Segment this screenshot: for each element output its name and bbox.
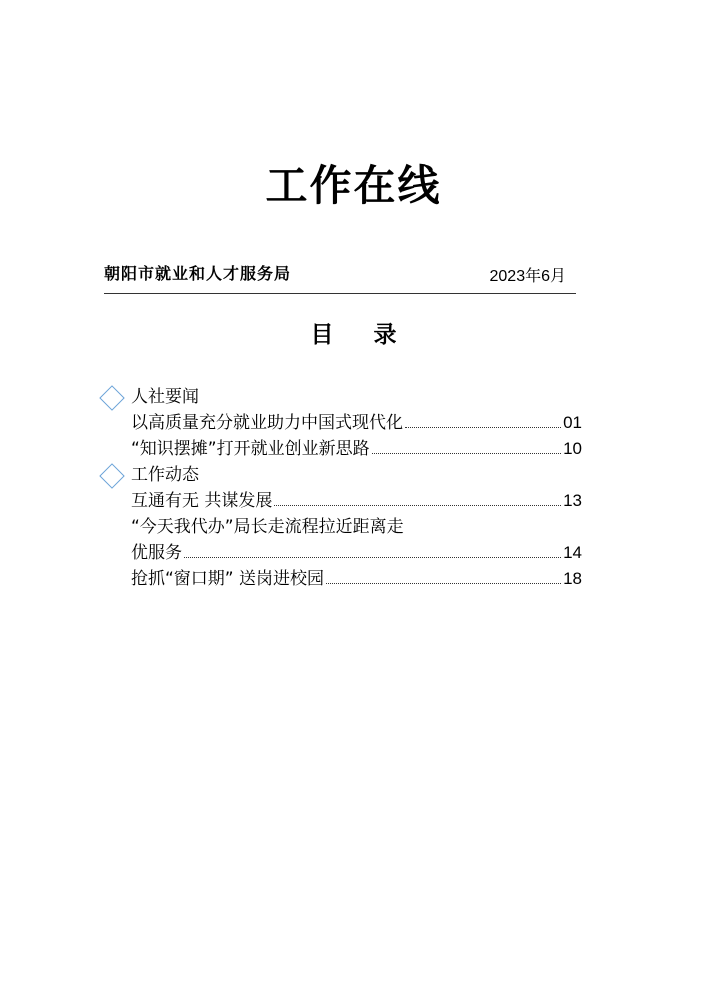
toc-entry[interactable] [131, 412, 582, 434]
toc-entry-title-line2: 优服务 [131, 543, 182, 563]
dot-leader [326, 583, 561, 584]
toc-entry[interactable] [131, 568, 582, 590]
dot-leader [405, 427, 561, 428]
toc-entry-title: 以高质量充分就业助力中国式现代化 [131, 413, 403, 433]
toc-entry-page: 18 [563, 569, 582, 588]
toc-entry-title-line1[interactable]: “今天我代办”局长走流程拉近距离走 [131, 517, 404, 537]
toc-entry-title: “知识摆摊”打开就业创业新思路 [131, 439, 370, 459]
toc-entry-page: 10 [563, 439, 582, 458]
toc-heading: 目 录 [310, 322, 413, 348]
toc-entry-title: 互通有无 共谋发展 [131, 491, 273, 511]
issue-date: 2023年6月 [489, 268, 566, 285]
dot-leader [274, 505, 561, 506]
document-title: 工作在线 [265, 161, 442, 210]
header-divider [104, 293, 576, 294]
toc-entry[interactable] [131, 542, 582, 564]
toc-entry[interactable] [131, 490, 582, 512]
dot-leader [372, 453, 561, 454]
toc-section-label: 工作动态 [131, 465, 199, 485]
toc-entry-page: 13 [563, 491, 582, 510]
toc-entry-title: 抢抓“窗口期” 送岗进校园 [131, 569, 325, 589]
diamond-icon [99, 463, 124, 488]
header-row [104, 258, 574, 288]
toc-entry-page: 01 [563, 413, 582, 432]
toc-entry[interactable] [131, 438, 582, 460]
toc-section-label: 人社要闻 [131, 387, 199, 407]
diamond-icon [99, 385, 124, 410]
dot-leader [184, 557, 561, 558]
toc-entry-page: 14 [563, 543, 582, 562]
organization-name: 朝阳市就业和人才服务局 [104, 264, 292, 283]
